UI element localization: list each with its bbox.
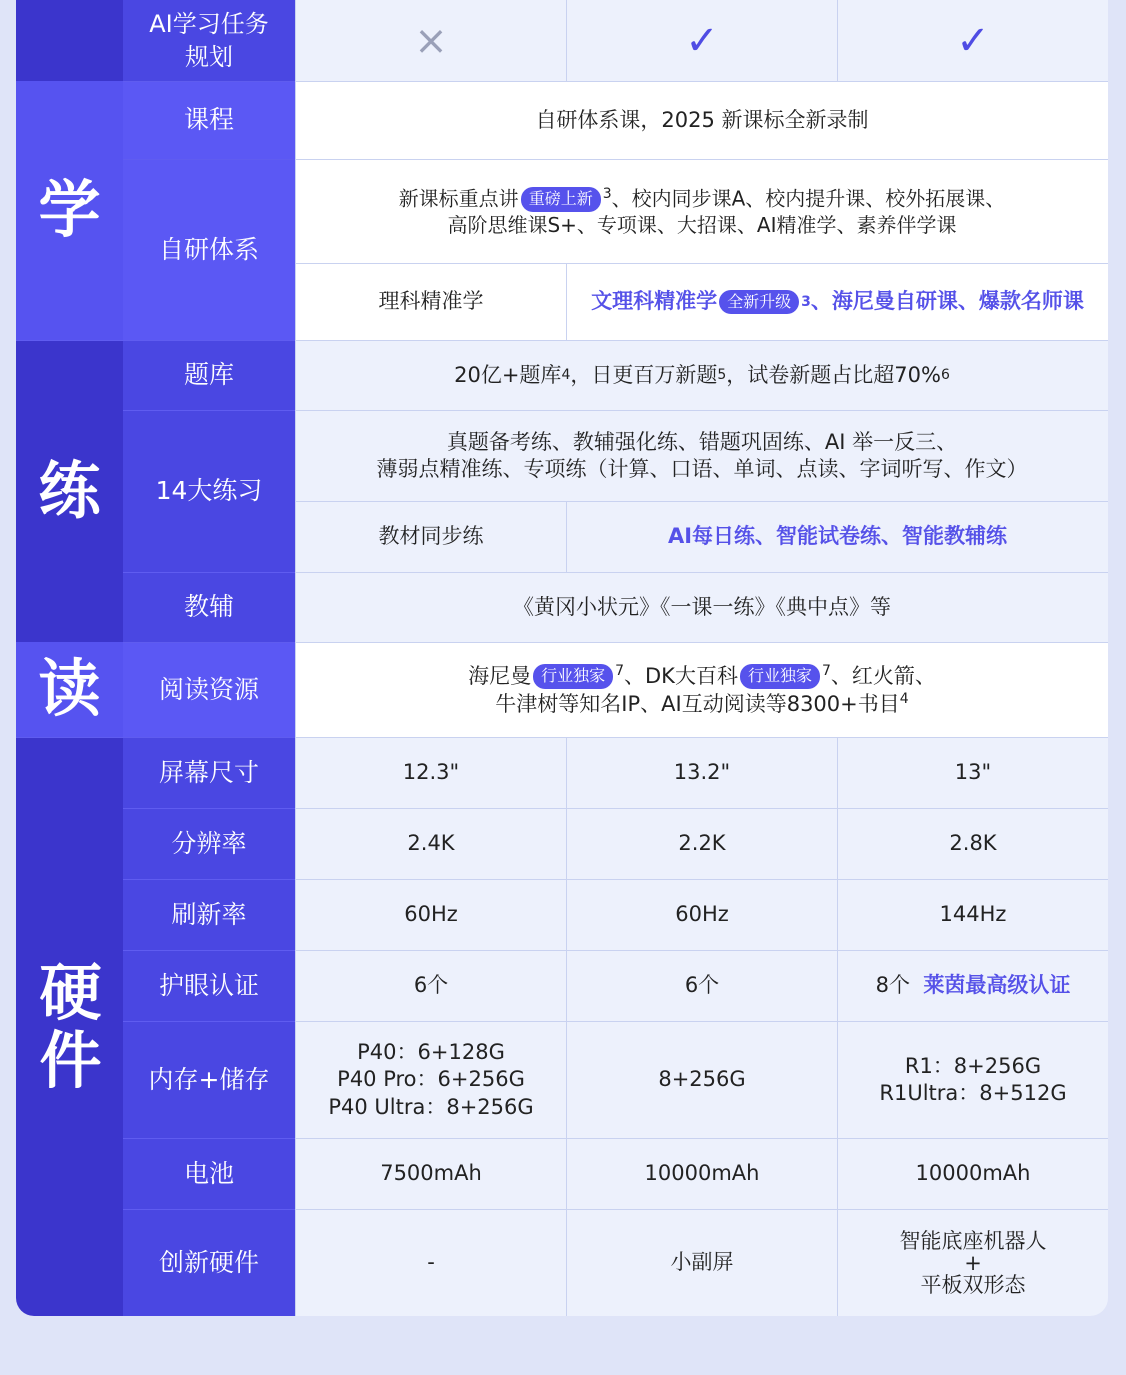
exercises-value — [295, 410, 1108, 501]
exercises-basic — [295, 501, 566, 572]
bank-text-c: ，试卷新题占比超70% — [726, 362, 941, 387]
memory-v3-line: R1Ultra：8+512G — [879, 1081, 1067, 1105]
resolution-v1 — [295, 808, 566, 879]
screen-v2 — [566, 737, 837, 808]
innovation-v3-plus: + — [964, 1250, 982, 1275]
battery-v2-text: 10000mAh — [644, 1161, 760, 1186]
footnote-mark: 5 — [717, 367, 727, 384]
memory-v1-line: P40：6+128G — [357, 1040, 505, 1065]
read-text-b: 、DK大百科 — [624, 663, 738, 688]
read-value — [295, 642, 1108, 737]
row-label-ai-plan — [123, 0, 295, 81]
read-line-2 — [495, 690, 908, 718]
section-blank-top — [16, 0, 123, 81]
aid-label: 教辅 — [183, 592, 234, 622]
comparison-table — [16, 0, 1108, 1316]
cross-icon: × — [414, 17, 448, 64]
battery-v2 — [566, 1138, 837, 1209]
section-learn — [16, 81, 123, 340]
memory-label: 内存+储存 — [148, 1064, 270, 1094]
upgrade-badge: 全新升级 — [719, 290, 799, 315]
screen-v1 — [295, 737, 566, 808]
row-label-battery — [123, 1138, 295, 1209]
row-label-eye — [123, 950, 295, 1021]
ai-plan-col2 — [566, 0, 837, 81]
course-value-text: 自研体系课，2025 新课标全新录制 — [535, 107, 869, 132]
battery-v1-text: 7500mAh — [380, 1161, 482, 1186]
ai-plan-col3 — [837, 0, 1108, 81]
section-practice-title: 练 — [38, 454, 101, 528]
row-label-innovation — [123, 1209, 295, 1316]
precise-plus-b: 、海尼曼自研课、爆款名师课 — [810, 289, 1084, 314]
exclusive-badge: 行业独家 — [740, 664, 820, 689]
precise-basic-text: 理科精准学 — [378, 289, 484, 314]
row-label-memory — [123, 1021, 295, 1138]
bank-value — [295, 340, 1108, 410]
footnote-mark: 3 — [801, 293, 811, 310]
section-read-title: 读 — [38, 652, 101, 726]
course-value — [295, 81, 1108, 159]
exercises-plus-text: AI每日练、智能试卷练、智能教辅练 — [667, 524, 1008, 549]
bank-label: 题库 — [183, 360, 234, 390]
check-icon: ✓ — [685, 17, 719, 64]
refresh-v1-text: 60Hz — [404, 902, 458, 927]
innovation-v2 — [566, 1209, 837, 1316]
read-text-d: 牛津树等知名IP、AI互动阅读等8300+书目 — [495, 692, 900, 716]
screen-v1-text: 12.3" — [402, 760, 460, 785]
precise-plus — [566, 263, 1108, 340]
aid-value — [295, 572, 1108, 642]
innovation-v3-line: 智能底座机器人 — [899, 1228, 1047, 1253]
resolution-v2 — [566, 808, 837, 879]
battery-label: 电池 — [183, 1158, 234, 1188]
refresh-v1 — [295, 879, 566, 950]
refresh-label: 刷新率 — [171, 899, 247, 929]
eye-v3-count: 8个 — [875, 973, 910, 998]
resolution-v3 — [837, 808, 1108, 879]
bank-text-a: 20亿+题库 — [454, 362, 562, 387]
row-label-refresh — [123, 879, 295, 950]
precise-basic — [295, 263, 566, 340]
battery-v3-text: 10000mAh — [915, 1161, 1031, 1186]
resolution-v2-text: 2.2K — [678, 831, 726, 856]
section-hardware — [16, 737, 123, 1316]
aid-value-text: 《黄冈小状元》《一课一练》《典中点》等 — [513, 594, 891, 619]
row-label-read — [123, 642, 295, 737]
eye-v3 — [837, 950, 1108, 1021]
system-label: 自研体系 — [158, 234, 259, 264]
course-label: 课程 — [183, 105, 234, 135]
section-hardware-title: 硬件 — [39, 955, 102, 1097]
exercises-line-1: 真题备考练、教辅强化练、错题巩固练、AI 举一反三、 — [446, 429, 958, 454]
new-badge: 重磅上新 — [521, 187, 601, 212]
resolution-label: 分辨率 — [171, 828, 247, 858]
exercises-plus — [566, 501, 1108, 572]
memory-v2 — [566, 1021, 837, 1138]
eye-v2-text: 6个 — [684, 973, 720, 998]
system-value — [295, 159, 1108, 263]
innovation-v3 — [837, 1209, 1108, 1316]
memory-v3-line: R1：8+256G — [904, 1053, 1042, 1078]
row-label-bank — [123, 340, 295, 410]
eye-label: 护眼认证 — [158, 970, 259, 1000]
screen-label: 屏幕尺寸 — [158, 757, 259, 787]
refresh-v3 — [837, 879, 1108, 950]
precise-plus-a: 文理科精准学 — [591, 289, 718, 314]
innovation-v1 — [295, 1209, 566, 1316]
footnote-mark: 7 — [821, 662, 831, 679]
eye-v1-text: 6个 — [413, 973, 449, 998]
innovation-v3-line: 平板双形态 — [920, 1273, 1026, 1298]
system-text-b: 、校内同步课A、校内提升课、校外拓展课、 — [611, 186, 1006, 211]
row-label-system — [123, 159, 295, 340]
footnote-mark: 7 — [615, 662, 625, 679]
screen-v3 — [837, 737, 1108, 808]
resolution-v3-text: 2.8K — [949, 831, 997, 856]
read-line-1 — [468, 662, 936, 690]
ai-plan-label: AI学习任务规划 — [149, 10, 269, 71]
memory-v1-line: P40 Ultra：8+256G — [328, 1094, 534, 1119]
row-label-screen — [123, 737, 295, 808]
exclusive-badge: 行业独家 — [533, 664, 613, 689]
memory-v1-line: P40 Pro：6+256G — [337, 1067, 525, 1092]
eye-v1 — [295, 950, 566, 1021]
memory-v2-text: 8+256G — [658, 1067, 746, 1092]
row-label-resolution — [123, 808, 295, 879]
eye-v2 — [566, 950, 837, 1021]
innovation-v1-text: - — [427, 1250, 435, 1275]
bank-text-b: ，日更百万新题 — [570, 362, 718, 387]
refresh-v2-text: 60Hz — [675, 902, 729, 927]
refresh-v3-text: 144Hz — [939, 902, 1007, 927]
read-label: 阅读资源 — [158, 674, 259, 704]
memory-v1 — [295, 1021, 566, 1138]
read-text-a: 海尼曼 — [468, 663, 532, 688]
innovation-label: 创新硬件 — [158, 1247, 259, 1277]
section-read — [16, 642, 123, 737]
check-icon: ✓ — [956, 17, 990, 64]
refresh-v2 — [566, 879, 837, 950]
ai-plan-col1 — [295, 0, 566, 81]
eye-v3-cert: 莱茵最高级认证 — [923, 973, 1071, 998]
exercises-label: 14大练习 — [155, 476, 263, 506]
footnote-mark: 6 — [940, 367, 950, 384]
section-learn-title: 学 — [38, 173, 101, 247]
row-label-exercises — [123, 410, 295, 572]
memory-v3 — [837, 1021, 1108, 1138]
footnote-mark: 4 — [561, 367, 571, 384]
system-text-a: 新课标重点讲 — [398, 186, 519, 211]
footnote-mark: 4 — [899, 691, 909, 707]
row-label-course — [123, 81, 295, 159]
innovation-v2-text: 小副屏 — [670, 1250, 734, 1275]
system-line-2: 高阶思维课S+、专项课、大招课、AI精准学、素养伴学课 — [447, 213, 957, 238]
battery-v3 — [837, 1138, 1108, 1209]
screen-v2-text: 13.2" — [673, 760, 731, 785]
section-practice — [16, 340, 123, 642]
resolution-v1-text: 2.4K — [407, 831, 455, 856]
exercises-line-2: 薄弱点精准练、专项练（计算、口语、单词、点读、字词听写、作文） — [376, 457, 1028, 481]
screen-v3-text: 13" — [954, 760, 992, 785]
system-line-1 — [399, 185, 1006, 213]
read-text-c: 、红火箭、 — [830, 663, 936, 688]
footnote-mark: 3 — [602, 185, 612, 202]
battery-v1 — [295, 1138, 566, 1209]
row-label-aid — [123, 572, 295, 642]
exercises-basic-text: 教材同步练 — [378, 524, 484, 549]
